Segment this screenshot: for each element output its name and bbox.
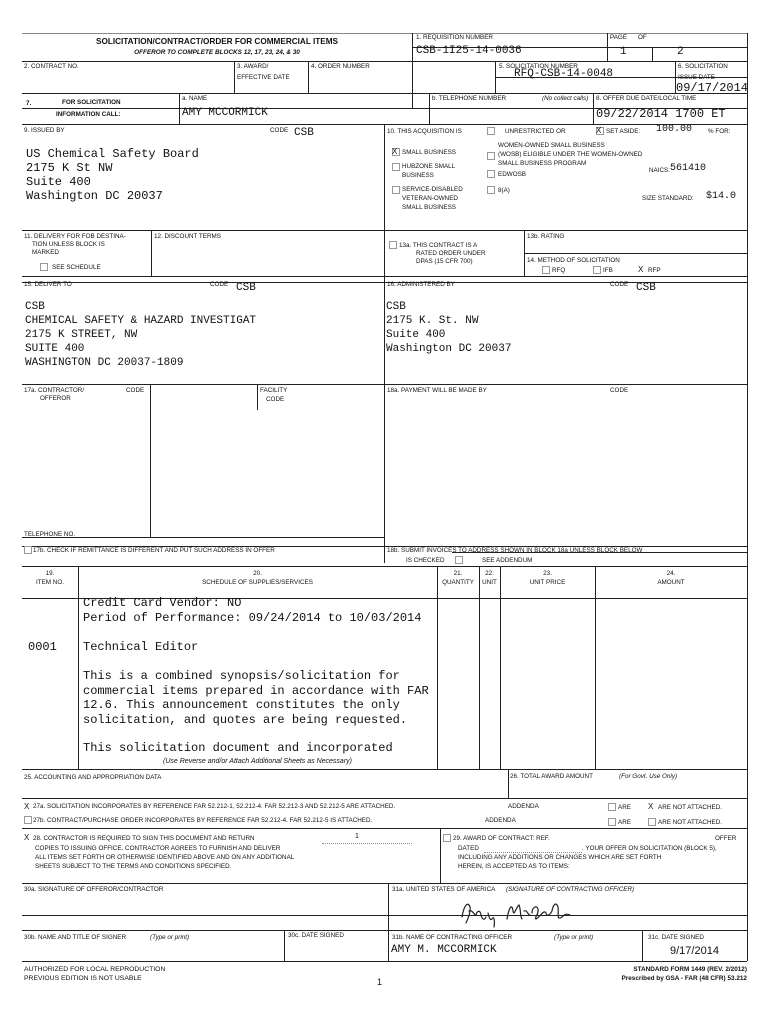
- contract-no-label: 2. CONTRACT NO.: [24, 63, 79, 70]
- offer-due-value[interactable]: 09/22/2014 1700 ET: [596, 107, 726, 121]
- col-19-num: 19.: [45, 570, 55, 577]
- admin-line-3: Suite 400: [386, 329, 446, 341]
- copies-underline: [322, 843, 412, 844]
- item-description: Technical Editor: [83, 640, 199, 654]
- contractor-code-label: CODE: [126, 387, 145, 394]
- contracting-officer-signature: [452, 895, 592, 929]
- edwosb-checkbox[interactable]: [487, 170, 495, 178]
- rule: [437, 566, 438, 769]
- col-item-no: ITEM NO.: [36, 579, 64, 586]
- rule: [22, 769, 747, 770]
- page-number-value[interactable]: 1: [620, 46, 627, 58]
- co-name-note: (Type or print): [554, 934, 594, 941]
- standard-form-label: STANDARD FORM 1449 (REV. 2/2012): [633, 966, 747, 973]
- rated-order-checkbox[interactable]: [389, 241, 397, 249]
- award-date-label-2: EFFECTIVE DATE: [237, 74, 290, 81]
- previous-edition: PREVIOUS EDITION IS NOT USABLE: [24, 975, 142, 982]
- page-label: PAGE: [610, 34, 628, 41]
- usa-label: 31a. UNITED STATES OF AMERICA: [392, 886, 496, 893]
- schedule-line-2: Period of Performance: 09/24/2014 to 10/03/2014: [83, 611, 422, 625]
- schedule-para-4: solicitation, and quotes are being requested.: [83, 713, 408, 727]
- sdvosb-label-2: VETERAN-OWNED: [402, 195, 458, 202]
- wosb-label-3: SMALL BUSINESS PROGRAM: [498, 160, 587, 167]
- telephone-no-label: TELEPHONE NO.: [24, 531, 76, 538]
- rule: [642, 930, 643, 961]
- dated-rest: . YOUR OFFER ON SOLICITATION (BLOCK 5),: [582, 845, 717, 852]
- deliver-to-label: 15. DELIVER TO: [24, 281, 72, 288]
- wosb-label-1: WOMEN-OWNED SMALL BUSINESS: [498, 142, 605, 149]
- solicitation-issue-label-2: ISSUE DATE: [678, 74, 715, 81]
- deliver-code-label: CODE: [210, 281, 229, 288]
- total-award-label: 26. TOTAL AWARD AMOUNT: [510, 773, 593, 780]
- rfp-check-mark: X: [638, 265, 644, 274]
- naics-value[interactable]: 561410: [670, 163, 707, 174]
- rule: [508, 769, 509, 798]
- contact-name-label: a. NAME: [182, 95, 208, 102]
- deliver-line-2: CHEMICAL SAFETY & HAZARD INVESTIGAT: [25, 315, 257, 327]
- date-signed-30c-label: 30c. DATE SIGNED: [288, 932, 344, 939]
- method-label: 14. METHOD OF SOLICITATION: [527, 257, 620, 264]
- rule: [607, 33, 608, 61]
- schedule-para-1: This is a combined synopsis/solicitation for: [83, 669, 400, 683]
- rule: [440, 828, 441, 883]
- payment-code-label: CODE: [610, 387, 629, 394]
- issued-by-label: 9. ISSUED BY: [24, 127, 65, 134]
- ifb-checkbox[interactable]: [593, 266, 601, 274]
- 27b-text: 27b. CONTRACT/PURCHASE ORDER INCORPORATES BY REFERENCE FAR 52.212-4. FAR 52.212-5 IS ATTACHED.: [33, 817, 373, 824]
- edwosb-label: EDWOSB: [498, 171, 526, 178]
- rfq-label: RFQ: [552, 267, 566, 274]
- 27b-checkbox[interactable]: [24, 816, 32, 824]
- deliver-line-1: CSB: [25, 301, 45, 313]
- 27a-addenda: ADDENDA: [508, 803, 539, 810]
- date-signed-31c-label: 31c. DATE SIGNED: [648, 934, 704, 941]
- 27b-are-label: ARE: [618, 819, 631, 826]
- rule: [495, 61, 496, 93]
- auth-reproduction: AUTHORIZED FOR LOCAL REPRODUCTION: [24, 966, 166, 973]
- 27a-not-check-mark: X: [648, 802, 654, 811]
- 27a-not-label: ARE NOT ATTACHED.: [658, 804, 723, 811]
- footer-page-number: 1: [377, 977, 383, 987]
- hubzone-label-1: HUBZONE SMALL: [402, 163, 456, 170]
- order-number-label: 4. ORDER NUMBER: [311, 63, 370, 70]
- see-schedule-label: SEE SCHEDULE: [52, 264, 101, 271]
- co-name-label: 31b. NAME OF CONTRACTING OFFICER: [392, 934, 513, 941]
- acquisition-label: 10. THIS ACQUISITION IS: [387, 128, 462, 135]
- prescribed-by-label: Prescribed by GSA - FAR (48 CFR) 53.212: [621, 975, 747, 982]
- delivery-fob-label-1: 11. DELIVERY FOR FOB DESTINA-: [24, 233, 126, 240]
- accounting-label: 25. ACCOUNTING AND APPROPRIATION DATA: [24, 774, 162, 781]
- col-amount: AMOUNT: [657, 579, 685, 586]
- rule: [284, 930, 285, 961]
- 27a-check-mark: X: [24, 802, 30, 811]
- signature-offeror-label: 30a. SIGNATURE OF OFFEROR/CONTRACTOR: [24, 886, 164, 893]
- no-collect-label: (No collect calls): [542, 95, 589, 102]
- signer-name-label: 30b. NAME AND TITLE OF SIGNER: [24, 934, 127, 941]
- form-title: SOLICITATION/CONTRACT/ORDER FOR COMMERCIAL ITEMS: [96, 37, 338, 46]
- submit-invoices-label: 18b. SUBMIT INVOICES TO ADDRESS SHOWN IN BLOCK 18a UNLESS BLOCK BELOW: [387, 547, 643, 554]
- 27b-not-label: ARE NOT ATTACHED.: [658, 819, 723, 826]
- issued-by-line-3: Suite 400: [26, 175, 91, 189]
- item-number-value: 0001: [28, 640, 57, 654]
- rule: [429, 93, 430, 124]
- size-standard-label: SIZE STANDARD:: [642, 195, 694, 202]
- including-label: INCLUDING ANY ADDITIONS OR CHANGES WHICH ARE SET FORTH: [458, 854, 662, 861]
- schedule-line-1: Credit Card Vendor: NO: [83, 596, 242, 610]
- sdvosb-label-3: SMALL BUSINESS: [402, 204, 457, 211]
- eight-a-checkbox[interactable]: [487, 186, 495, 194]
- rule: [234, 61, 235, 93]
- total-award-note: (For Govt. Use Only): [619, 773, 678, 780]
- herein-label: HEREIN, IS ACCEPTED AS TO ITEMS:: [458, 863, 570, 870]
- issued-by-code-label: CODE: [270, 127, 289, 134]
- rfq-checkbox[interactable]: [542, 266, 550, 274]
- administered-by-label: 16. ADMINISTERED BY: [387, 281, 455, 288]
- discount-terms-label: 12. DISCOUNT TERMS: [154, 233, 221, 240]
- rule: [22, 828, 747, 829]
- rule: [524, 253, 747, 254]
- solicitation-issue-label: 6. SOLICITATION: [678, 63, 728, 70]
- admin-line-1: CSB: [386, 301, 406, 313]
- 29-checkbox[interactable]: [443, 834, 451, 842]
- 27a-text: 27a. SOLICITATION INCORPORATES BY REFERENCE FAR 52.212-1, 52.212-4. FAR 52.212-3 AND 52.212-5 ARE ATTACHED.: [33, 803, 396, 810]
- rule: [747, 33, 748, 961]
- admin-code-value[interactable]: CSB: [636, 282, 656, 294]
- telephone-label: b. TELEPHONE NUMBER: [432, 95, 507, 102]
- block-7-number: 7.: [26, 100, 32, 107]
- offer-due-label: 8. OFFER DUE DATE/LOCAL TIME: [596, 95, 697, 102]
- contractor-label-1: 17a. CONTRACTOR/: [24, 387, 85, 394]
- deliver-line-5: WASHINGTON DC 20037-1809: [25, 357, 184, 369]
- set-aside-check-mark: X: [596, 126, 602, 135]
- deliver-line-4: SUITE 400: [25, 343, 85, 355]
- block-7-label: FOR SOLICITATION: [62, 99, 121, 106]
- block-7-label-2: INFORMATION CALL:: [56, 111, 121, 118]
- sdvosb-checkbox[interactable]: [392, 186, 400, 194]
- rule: [524, 230, 525, 276]
- rule: [22, 798, 747, 799]
- issued-by-code-value[interactable]: CSB: [294, 127, 314, 139]
- facility-label-2: CODE: [266, 396, 285, 403]
- admin-line-4: Washington DC 20037: [386, 343, 512, 355]
- schedule-para-3: 12.6. This announcement constitutes the only: [83, 698, 400, 712]
- rule: [22, 930, 747, 931]
- contact-name-value[interactable]: AMY MCCORMICK: [182, 107, 268, 119]
- page-total-value[interactable]: 2: [677, 46, 684, 58]
- requisition-number-value[interactable]: CSB-1I25-14-0036: [416, 45, 522, 57]
- rule: [652, 47, 653, 61]
- 28-line-4: SHEETS SUBJECT TO THE TERMS AND CONDITIONS SPECIFIED.: [35, 863, 232, 870]
- hubzone-checkbox[interactable]: [392, 163, 400, 171]
- admin-line-2: 2175 K. St. NW: [386, 315, 479, 327]
- rule: [22, 61, 747, 62]
- sdvosb-label-1: SERVICE-DISABLED: [402, 186, 463, 193]
- reverse-note: (Use Reverse and/or Attach Additional Sheets as Necessary): [163, 758, 352, 765]
- 27a-are-checkbox[interactable]: [608, 803, 616, 811]
- deliver-code-value[interactable]: CSB: [236, 282, 256, 294]
- submit-invoices-label-2: IS CHECKED: [406, 557, 445, 564]
- remittance-checkbox[interactable]: [24, 546, 32, 554]
- col-24-num: 24.: [666, 570, 676, 577]
- issued-by-line-4: Washington DC 20037: [26, 189, 163, 203]
- rated-order-label-3: DPAS (15 CFR 700): [416, 258, 473, 265]
- 28-line-1: 28. CONTRACTOR IS REQUIRED TO SIGN THIS DOCUMENT AND RETURN: [33, 835, 255, 842]
- copies-value[interactable]: 1: [355, 833, 359, 840]
- percent-for-label: % FOR:: [708, 128, 731, 135]
- rule: [593, 93, 594, 124]
- contractor-label-2: OFFEROR: [40, 395, 71, 402]
- size-standard-value[interactable]: $14.0: [706, 191, 737, 202]
- delivery-fob-label-2: TION UNLESS BLOCK IS: [32, 241, 105, 248]
- offer-label: OFFER: [715, 835, 737, 842]
- deliver-line-3: 2175 K STREET, NW: [25, 329, 138, 341]
- rule: [479, 566, 480, 769]
- date-signed-31c-value[interactable]: 9/17/2014: [670, 945, 719, 957]
- rule: [500, 566, 501, 769]
- col-21-num: 21.: [453, 570, 463, 577]
- set-aside-label: SET ASIDE:: [606, 128, 641, 135]
- rated-order-label-2: RATED ORDER UNDER: [416, 250, 486, 257]
- solicitation-number-value[interactable]: RFQ-CSB-14-0048: [514, 68, 614, 80]
- ifb-label: IFB: [603, 267, 613, 274]
- signer-name-note: (Type or print): [150, 934, 190, 941]
- small-business-label: SMALL BUSINESS: [402, 149, 457, 156]
- 28-line-2: COPIES TO ISSUING OFFICE. CONTRACTOR AGREES TO FURNISH AND DELIVER: [35, 845, 281, 852]
- dated-label: DATED: [458, 845, 479, 852]
- 27b-addenda: ADDENDA: [485, 817, 516, 824]
- schedule-para-2: commercial items prepared in accordance with FAR: [83, 684, 429, 698]
- facility-label-1: FACILITY: [260, 387, 288, 394]
- issued-by-line-1: US Chemical Safety Board: [26, 147, 199, 161]
- award-date-label: 3. AWARD/: [237, 63, 269, 70]
- see-schedule-checkbox[interactable]: [40, 263, 48, 271]
- 28-line-3: ALL ITEMS SET FORTH OR OTHERWISE IDENTIFIED ABOVE AND ON ANY ADDITIONAL: [35, 854, 295, 861]
- rule: [384, 124, 385, 563]
- rule: [388, 883, 389, 961]
- see-addendum-checkbox[interactable]: [455, 556, 463, 564]
- naics-label: NAICS:: [649, 167, 670, 174]
- rfp-label: RFP: [648, 267, 661, 274]
- rating-label: 13b. RATING: [527, 233, 565, 240]
- 29-label: 29. AWARD OF CONTRACT: REF.: [453, 835, 550, 842]
- col-22-num: 22.: [485, 570, 494, 577]
- col-23-num: 23.: [543, 570, 552, 577]
- set-aside-percent-value[interactable]: 100.00: [656, 124, 693, 135]
- remittance-label: 17b. CHECK IF REMITTANCE IS DIFFERENT AND PUT SUCH ADDRESS IN OFFER: [33, 547, 275, 554]
- 27a-are-label: ARE: [618, 804, 631, 811]
- rated-order-label-1: 13a. THIS CONTRACT IS A: [399, 242, 478, 249]
- 28-check-mark: X: [24, 833, 30, 842]
- rule: [22, 883, 747, 884]
- payment-label: 18a. PAYMENT WILL BE MADE BY: [387, 387, 487, 394]
- co-name-value[interactable]: AMY M. MCCORMICK: [391, 944, 497, 956]
- rule: [78, 566, 79, 769]
- unrestricted-label: UNRESTRICTED OR: [505, 128, 566, 135]
- delivery-fob-label-3: MARKED: [32, 249, 59, 256]
- admin-code-label: CODE: [610, 281, 629, 288]
- hubzone-label-2: BUSINESS: [402, 172, 434, 179]
- dated-underline: [484, 852, 582, 853]
- rule: [22, 537, 384, 538]
- rule: [595, 566, 596, 769]
- rule: [22, 915, 747, 916]
- schedule-para-5: This solicitation document and incorporated: [83, 741, 393, 755]
- rule: [22, 566, 747, 567]
- col-schedule: SCHEDULE OF SUPPLIES/SERVICES: [202, 579, 313, 586]
- of-label: OF: [638, 34, 647, 41]
- issued-by-line-2: 2175 K St NW: [26, 161, 113, 175]
- col-unit: UNIT: [482, 579, 497, 586]
- usa-note: (SIGNATURE OF CONTRACTING OFFICER): [506, 886, 635, 893]
- col-quantity: QUANTITY: [442, 579, 474, 586]
- form-subtitle: OFFEROR TO COMPLETE BLOCKS 12, 17, 23, 24, & 30: [134, 49, 300, 56]
- solicitation-issue-date-value[interactable]: 09/17/2014: [676, 81, 749, 95]
- rule: [308, 61, 309, 93]
- rule: [22, 961, 747, 962]
- requisition-number-label: 1. REQUISITION NUMBER: [416, 34, 493, 41]
- rule: [150, 384, 151, 537]
- wosb-checkbox[interactable]: [487, 152, 495, 160]
- 27b-are-checkbox[interactable]: [608, 818, 616, 826]
- col-20-num: 20.: [253, 570, 262, 577]
- solicitation-number-label: 5. SOLICITATION NUMBER: [499, 63, 578, 70]
- eight-a-label: 8(A): [498, 187, 510, 194]
- col-unit-price: UNIT PRICE: [529, 579, 566, 586]
- rule: [22, 93, 747, 94]
- rule: [179, 93, 180, 124]
- sf1449-form: [22, 33, 749, 987]
- rule: [257, 384, 258, 410]
- small-business-check-mark: X: [392, 147, 398, 156]
- see-addendum-label: SEE ADDENDUM: [482, 557, 533, 564]
- rule: [151, 230, 152, 276]
- unrestricted-checkbox[interactable]: [487, 127, 495, 135]
- 27b-not-checkbox[interactable]: [648, 818, 656, 826]
- wosb-label-2: (WOSB) ELIGIBLE UNDER THE WOMEN-OWNED: [498, 151, 643, 158]
- rule: [412, 33, 413, 108]
